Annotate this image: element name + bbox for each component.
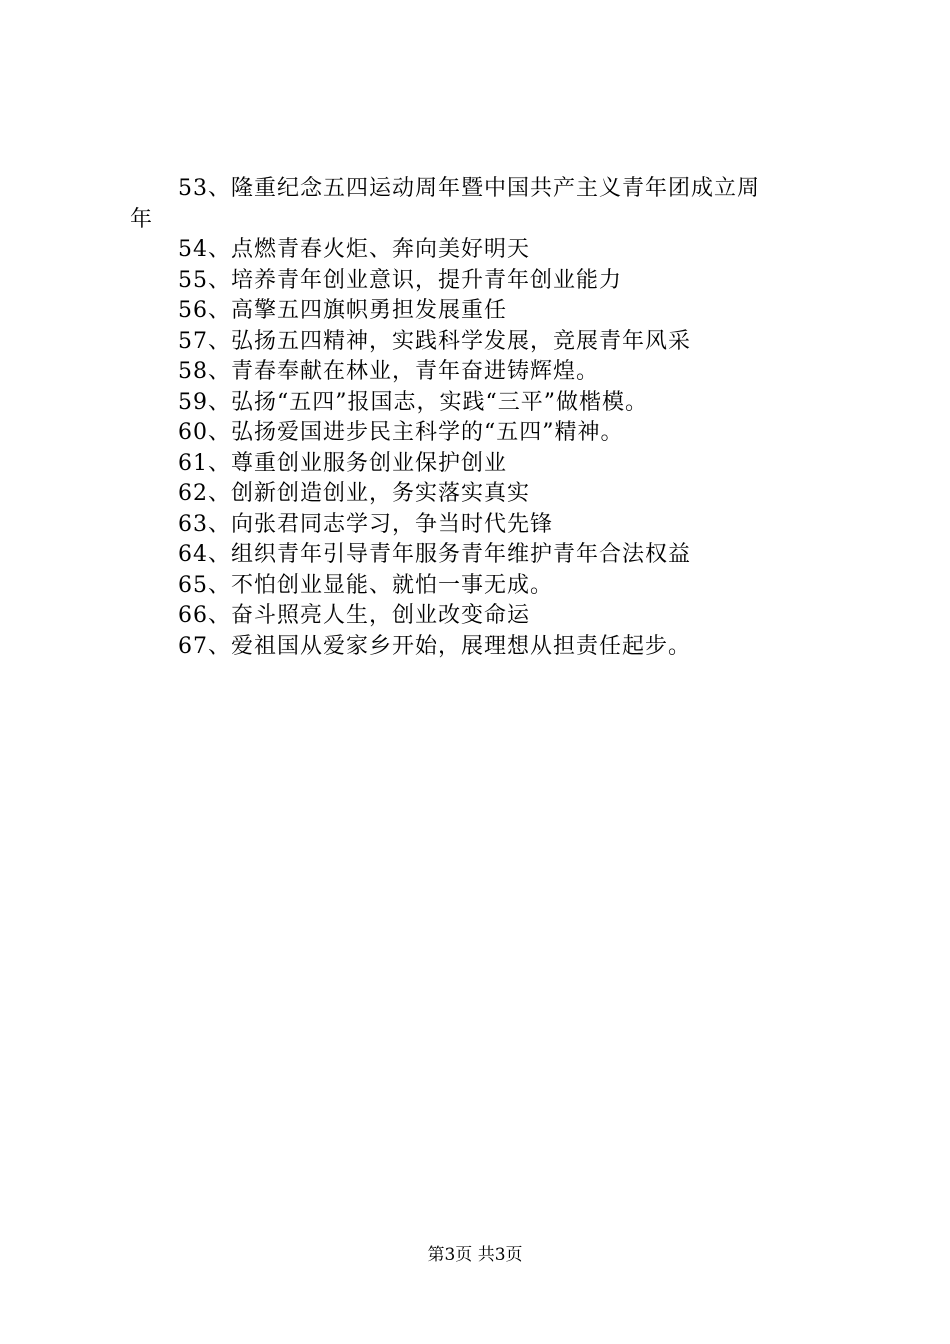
list-item: 59、弘扬“五四”报国志，实践“三平”做楷模。 [178,389,648,415]
list-item: 63、向张君同志学习，争当时代先锋 [178,511,553,537]
list-item: 56、高擎五四旗帜勇担发展重任 [178,298,507,323]
list-item: 60、弘扬爱国进步民主科学的“五四”精神。 [178,420,624,445]
list-item: 58、青春奉献在林业，青年奋进铸辉煌。 [178,359,599,384]
page-footer [0,1244,950,1266]
list-item: 54、点燃青春火炬、奔向美好明天 [178,237,530,262]
list-item: 55、培养青年创业意识，提升青年创业能力 [178,267,622,293]
list-item: 61、尊重创业服务创业保护创业 [178,450,507,476]
list-item: 64、组织青年引导青年服务青年维护青年合法权益 [178,542,691,567]
list-item-continuation: 年 [130,206,154,232]
list-item: 62、创新创造创业，务实落实真实 [178,481,530,506]
list-item: 53、隆重纪念五四运动周年暨中国共产主义青年团成立周 [178,176,760,201]
page-number: 第3页 共3页 [427,1245,523,1265]
list-item: 57、弘扬五四精神，实践科学发展，竞展青年风采 [178,328,691,354]
list-item: 67、爱祖国从爱家乡开始，展理想从担责任起步。 [178,633,691,659]
document-body [130,174,830,662]
list-item: 65、不怕创业显能、就怕一事无成。 [178,572,553,598]
list-item: 66、奋斗照亮人生，创业改变命运 [178,603,530,628]
